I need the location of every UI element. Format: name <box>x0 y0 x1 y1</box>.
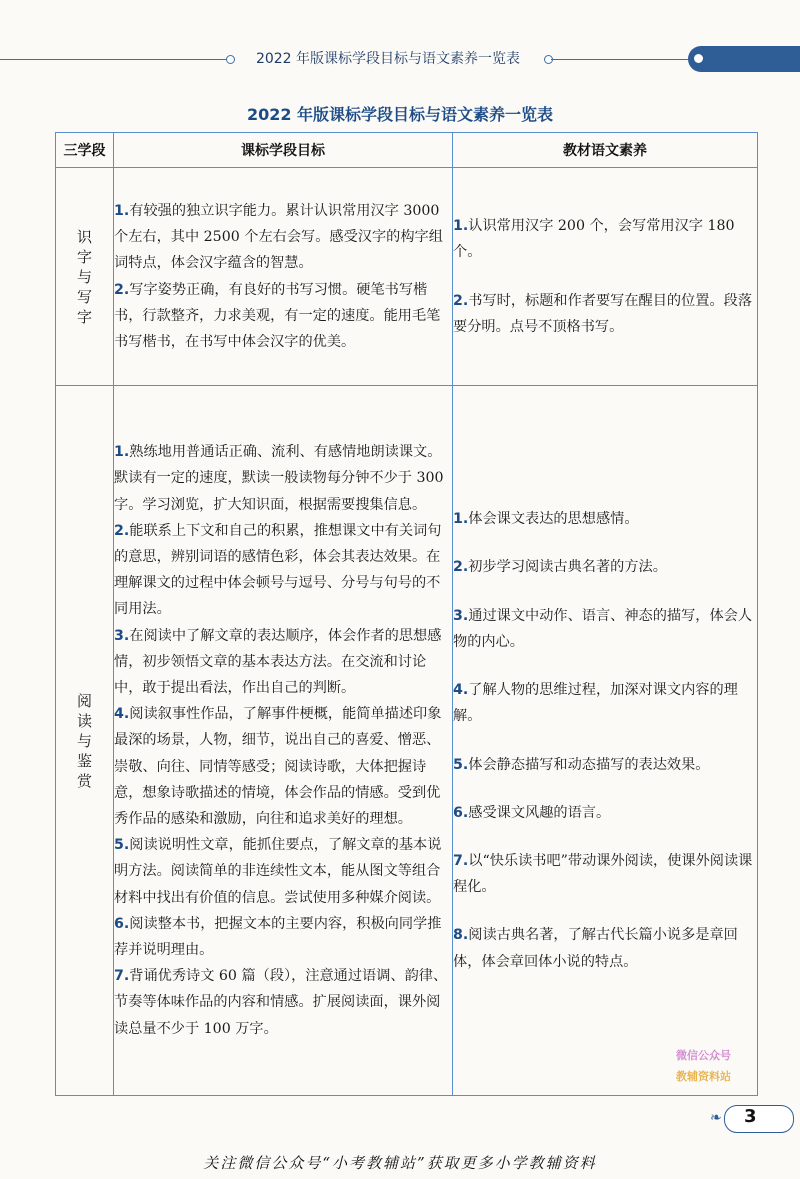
item-text: 背诵优秀诗文 60 篇（段），注意通过语调、韵律、节奏等体味作品的内容和情感。扩展阅读面，课外阅读总量不少于 100 万字。 <box>114 968 448 1037</box>
item-text: 阅读古典名著，了解古代长篇小说多是章回体，体会章回体小说的特点。 <box>453 927 738 970</box>
goal-item <box>114 198 452 277</box>
item-text: 阅读整本书，把握文本的主要内容，积极向同学推荐并说明理由。 <box>114 915 442 959</box>
item-number: 3. <box>114 627 130 644</box>
item-text: 初步学习阅读古典名著的方法。 <box>468 559 667 576</box>
literacy-item <box>453 603 757 655</box>
header-rule-left <box>0 59 230 60</box>
table-row-reading-appreciation <box>56 386 758 1096</box>
item-text: 认识常用汉字 200 个，会写常用汉字 180 个。 <box>453 218 735 261</box>
goal-item <box>114 701 452 832</box>
table-title: 2022 年版课标学段目标与语文素养一览表 <box>246 105 554 124</box>
goal-item <box>114 911 452 963</box>
watermark-line-1: 微信公众号 <box>676 1049 731 1062</box>
stage-char: 与 <box>76 731 92 750</box>
header-tab <box>688 46 800 72</box>
header-rule-right <box>551 59 691 60</box>
item-text: 体会课文表达的思想感情。 <box>468 511 639 528</box>
stage-char: 阅 <box>76 691 92 710</box>
item-number: 1. <box>114 444 130 461</box>
header-tab-dot <box>694 54 703 63</box>
item-number: 1. <box>114 202 130 219</box>
stage-char: 读 <box>76 711 92 730</box>
goal-item <box>114 623 452 702</box>
stage-char: 写 <box>76 287 92 306</box>
literacy-item <box>453 288 757 340</box>
goal-item <box>114 832 452 911</box>
item-text: 阅读叙事性作品，了解事件梗概，能简单描述印象最深的场景，人物，细节，说出自己的喜爱、憎恶、崇敬、向往、同情等感受；阅读诗歌，大体把握诗意，想象诗歌描述的情境，体会作品的情感。受到优秀作品的感染和激励，向往和追求美好的理想。 <box>114 706 442 827</box>
item-number: 4. <box>114 706 130 723</box>
stage-cell <box>56 168 114 386</box>
goal-item <box>114 518 452 623</box>
watermark-line-2: 教辅资料站 <box>676 1070 731 1083</box>
goal-item <box>114 963 452 1042</box>
item-number: 6. <box>114 915 130 932</box>
item-number: 6. <box>453 804 469 821</box>
literacy-item <box>453 922 757 974</box>
literacy-item <box>453 848 757 900</box>
stage-char: 字 <box>76 247 92 266</box>
item-text: 阅读说明性文章，能抓住要点，了解文章的基本说明方法。阅读简单的非连续性文本，能从图文等组合材料中找出有价值的信息。尝试使用多种媒介阅读。 <box>114 837 442 906</box>
stage-char: 赏 <box>76 771 92 790</box>
leaf-icon: ❧ <box>710 1110 722 1126</box>
item-number: 2. <box>453 292 469 309</box>
stage-cell <box>56 386 114 1096</box>
goals-table <box>55 132 758 1096</box>
item-text: 感受课文风趣的语言。 <box>468 804 611 821</box>
item-number: 3. <box>453 607 469 624</box>
item-text: 以“快乐读书吧”带动课外阅读，使课外阅读课程化。 <box>453 852 753 896</box>
page-number: 3 <box>744 1106 757 1127</box>
item-text: 体会静态描写和动态描写的表达效果。 <box>468 756 710 773</box>
item-number: 1. <box>453 511 469 528</box>
table-header-row <box>56 133 758 168</box>
item-text: 有较强的独立识字能力。累计认识常用汉字 3000 个左右，其中 2500 个左右会写。感受汉字的构字组词特点，体会汉字蕴含的智慧。 <box>114 202 443 272</box>
literacy-item <box>453 800 757 826</box>
item-number: 5. <box>114 837 130 854</box>
item-text: 书写时，标题和作者要写在醒目的位置。段落要分明。点号不顶格书写。 <box>453 292 753 335</box>
item-number: 8. <box>453 927 469 944</box>
stage-char: 字 <box>76 307 92 326</box>
item-number: 1. <box>453 218 469 235</box>
item-text: 写字姿势正确，有良好的书写习惯。硬笔书写楷书，行款整齐，力求美观，有一定的速度。能用毛笔书写楷书，在书写中体会汉字的优美。 <box>114 281 441 350</box>
item-number: 4. <box>453 682 469 699</box>
stage-char: 与 <box>76 267 92 286</box>
item-number: 7. <box>114 968 130 985</box>
column-header-literacy: 教材语文素养 <box>453 133 758 168</box>
goals-cell <box>114 386 453 1096</box>
literacy-cell <box>453 168 758 386</box>
header-dot-left <box>226 55 235 64</box>
literacy-item <box>453 554 757 580</box>
item-text: 能联系上下文和自己的积累，推想课文中有关词句的意思，辨别词语的感情色彩，体会其表达效果。在理解课文的过程中体会顿号与逗号、分号与句号的不同用法。 <box>114 522 442 618</box>
item-number: 2. <box>114 281 130 298</box>
item-number: 7. <box>453 852 469 869</box>
item-text: 熟练地用普通话正确、流利、有感情地朗读课文。默读有一定的速度，默读一般读物每分钟不少于 300 字。学习浏览，扩大知识面，根据需要搜集信息。 <box>114 444 444 513</box>
item-number: 2. <box>114 522 130 539</box>
column-header-stage: 三学段 <box>56 133 114 168</box>
stage-char: 鉴 <box>76 751 92 770</box>
stage-char: 识 <box>76 227 92 246</box>
running-title: 2022 年版课标学段目标与语文素养一览表 <box>255 51 521 67</box>
item-number: 2. <box>453 559 469 576</box>
item-text: 了解人物的思维过程，加深对课文内容的理解。 <box>453 682 738 725</box>
item-number: 5. <box>453 756 469 773</box>
page-number-pill <box>724 1105 794 1133</box>
footer-note: 关注微信公众号“小考教辅站”获取更多小学教辅资料 <box>203 1154 597 1172</box>
literacy-item <box>453 213 757 265</box>
literacy-cell <box>453 386 758 1096</box>
literacy-item <box>453 677 757 729</box>
goals-cell <box>114 168 453 386</box>
goal-item <box>114 439 452 518</box>
literacy-item <box>453 506 757 532</box>
goal-item <box>114 277 452 356</box>
column-header-goals: 课标学段目标 <box>114 133 453 168</box>
literacy-item <box>453 752 757 778</box>
item-text: 在阅读中了解文章的表达顺序，体会作者的思想感情，初步领悟文章的基本表达方法。在交流和讨论中，敢于提出看法，作出自己的判断。 <box>114 627 442 696</box>
item-text: 通过课文中动作、语言、神态的描写，体会人物的内心。 <box>453 607 753 650</box>
table-row-literacy-writing <box>56 168 758 386</box>
